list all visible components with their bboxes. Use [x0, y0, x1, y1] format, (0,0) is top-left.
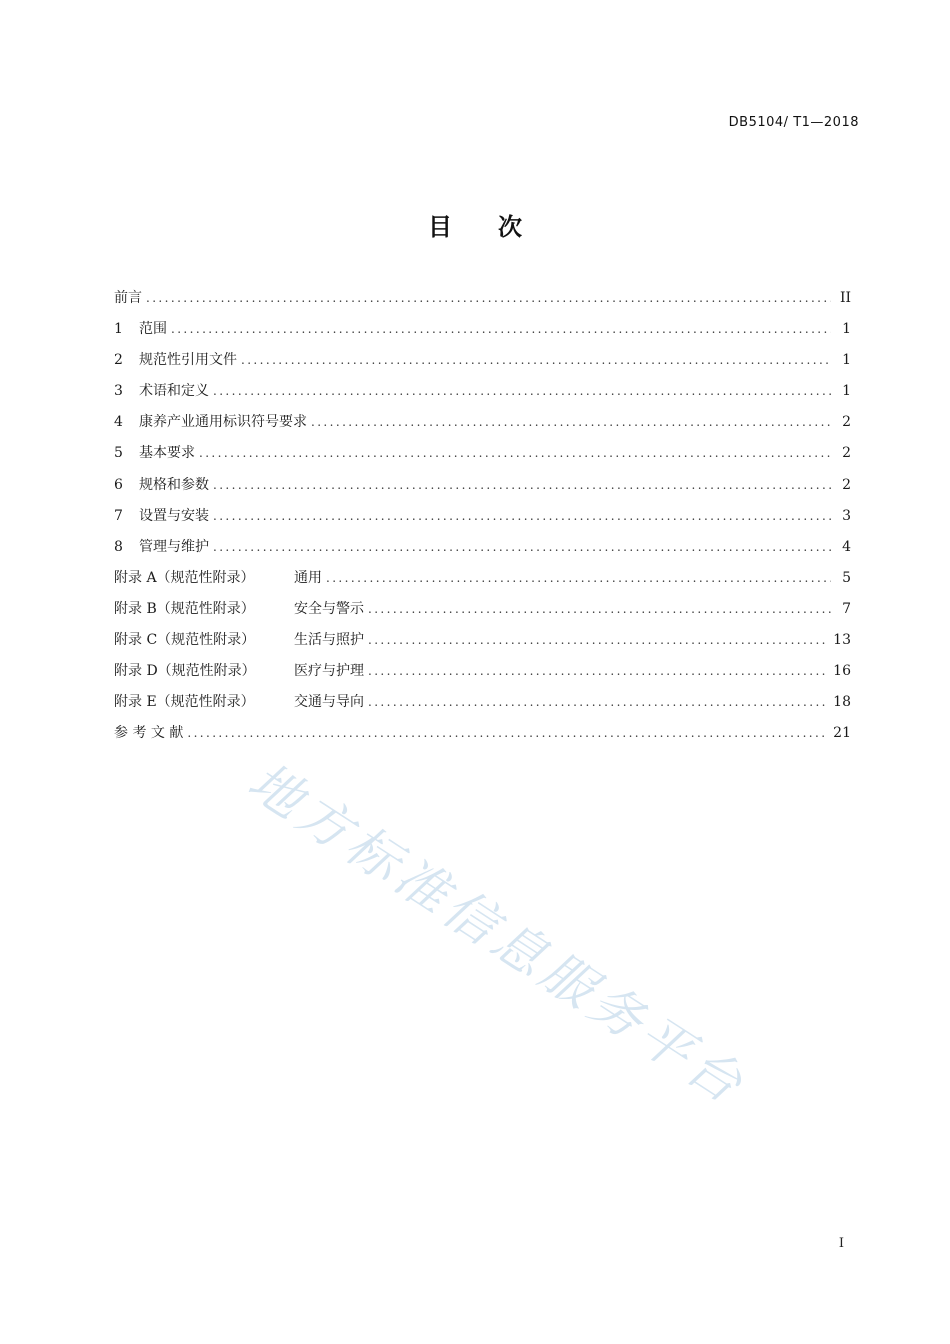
- toc-entry-number: 7: [114, 507, 123, 524]
- toc-appendix-tag: 附录 B（规范性附录）: [114, 600, 255, 617]
- toc-leader-dots: [368, 687, 827, 718]
- toc-entry-label: [114, 501, 213, 532]
- toc-leader-dots: [213, 376, 831, 407]
- toc-title-char-2: 次: [498, 213, 522, 241]
- toc-leader-dots: [213, 501, 831, 532]
- toc-entry-management[interactable]: [114, 532, 851, 563]
- toc-leader-dots: [326, 563, 831, 594]
- toc-leader-dots: [368, 625, 827, 656]
- toc-entry-title: 规格和参数: [139, 476, 209, 493]
- toc-title-char-1: 目: [428, 213, 452, 241]
- toc-entry-page: 13: [833, 632, 851, 649]
- toc-entry-number: 4: [114, 414, 123, 431]
- toc-entry-title: 通用: [294, 569, 322, 586]
- toc-entry-label: [114, 376, 213, 407]
- toc-entry-label: [114, 687, 368, 718]
- toc-entry-scope[interactable]: [114, 314, 851, 345]
- toc-entry-page: 2: [842, 414, 851, 431]
- toc-entry-installation[interactable]: [114, 501, 851, 532]
- toc-entry-page: 1: [842, 383, 851, 400]
- toc-entry-appendix-d[interactable]: [114, 656, 851, 687]
- toc-entry-terms-definitions[interactable]: [114, 376, 851, 407]
- page-number: I: [838, 1236, 844, 1251]
- toc-entry-title: 交通与导向: [294, 694, 364, 711]
- toc-entry-title: 安全与警示: [294, 600, 364, 617]
- toc-entry-label: 参 考 文 献: [114, 725, 184, 742]
- toc-leader-dots: [368, 656, 827, 687]
- toc-entry-label: [114, 563, 326, 594]
- toc-entry-title: 康养产业通用标识符号要求: [139, 414, 307, 431]
- toc-entry-label: [114, 345, 241, 376]
- toc-entry-page: 3: [842, 507, 851, 524]
- toc-entry-number: 6: [114, 476, 123, 493]
- toc-appendix-tag: 附录 A（规范性附录）: [114, 569, 255, 586]
- toc-entry-title: 术语和定义: [139, 383, 209, 400]
- toc-entry-page: 16: [833, 663, 851, 680]
- toc-entry-number: 5: [114, 445, 123, 462]
- toc-entry-title: 生活与照护: [294, 632, 364, 649]
- toc-entry-label: [114, 438, 199, 469]
- toc-leader-dots: [368, 594, 831, 625]
- toc-entry-basic-requirements[interactable]: [114, 438, 851, 469]
- toc-entry-label: [114, 656, 368, 687]
- toc-entry-number: 3: [114, 383, 123, 400]
- table-of-contents: [114, 283, 851, 749]
- toc-title: [0, 207, 950, 242]
- toc-entry-page: 1: [842, 321, 851, 338]
- toc-entry-appendix-b[interactable]: [114, 594, 851, 625]
- toc-entry-label: [114, 532, 213, 563]
- toc-entry-title: 医疗与护理: [294, 663, 364, 680]
- toc-appendix-tag: 附录 E（规范性附录）: [114, 694, 255, 711]
- toc-leader-dots: [199, 438, 831, 469]
- toc-leader-dots: [213, 470, 831, 501]
- watermark: 地方标准信息服务平台: [237, 751, 757, 1118]
- toc-entry-foreword[interactable]: [114, 283, 851, 314]
- toc-appendix-tag: 附录 D（规范性附录）: [114, 663, 256, 680]
- toc-entry-specifications[interactable]: [114, 470, 851, 501]
- toc-entry-appendix-c[interactable]: [114, 625, 851, 656]
- toc-entry-label: [114, 594, 368, 625]
- toc-entry-title: 基本要求: [139, 445, 195, 462]
- toc-entry-page: 4: [842, 538, 851, 555]
- toc-entry-label: [114, 470, 213, 501]
- toc-entry-page: 2: [842, 476, 851, 493]
- toc-entry-page: 7: [842, 600, 851, 617]
- toc-entry-label: 前言: [114, 290, 142, 306]
- toc-leader-dots: [171, 314, 831, 345]
- toc-entry-page: 1: [842, 352, 851, 369]
- toc-entry-references[interactable]: [114, 718, 851, 749]
- toc-entry-normative-references[interactable]: [114, 345, 851, 376]
- standard-code: DB5104/ T1—2018: [728, 115, 859, 130]
- toc-leader-dots: [213, 532, 831, 563]
- toc-entry-label: [114, 625, 368, 656]
- toc-entry-page: 21: [833, 725, 851, 742]
- toc-entry-number: 2: [114, 352, 123, 369]
- toc-entry-appendix-e[interactable]: [114, 687, 851, 718]
- toc-entry-title: 范围: [139, 321, 167, 338]
- toc-entry-number: 1: [114, 321, 123, 338]
- toc-entry-number: 8: [114, 538, 123, 555]
- toc-entry-page: 5: [842, 569, 851, 586]
- toc-leader-dots: [311, 407, 831, 438]
- toc-leader-dots: [187, 718, 827, 749]
- toc-entry-title: 设置与安装: [139, 507, 209, 524]
- toc-leader-dots: [146, 283, 831, 314]
- toc-entry-page: II: [839, 290, 851, 306]
- toc-entry-sign-requirements[interactable]: [114, 407, 851, 438]
- toc-appendix-tag: 附录 C（规范性附录）: [114, 632, 256, 649]
- toc-leader-dots: [241, 345, 831, 376]
- toc-entry-page: 2: [842, 445, 851, 462]
- toc-entry-title: 规范性引用文件: [139, 352, 237, 369]
- toc-entry-label: [114, 407, 311, 438]
- toc-entry-appendix-a[interactable]: [114, 563, 851, 594]
- toc-entry-title: 管理与维护: [139, 538, 209, 555]
- toc-entry-page: 18: [833, 694, 851, 711]
- toc-entry-label: [114, 314, 171, 345]
